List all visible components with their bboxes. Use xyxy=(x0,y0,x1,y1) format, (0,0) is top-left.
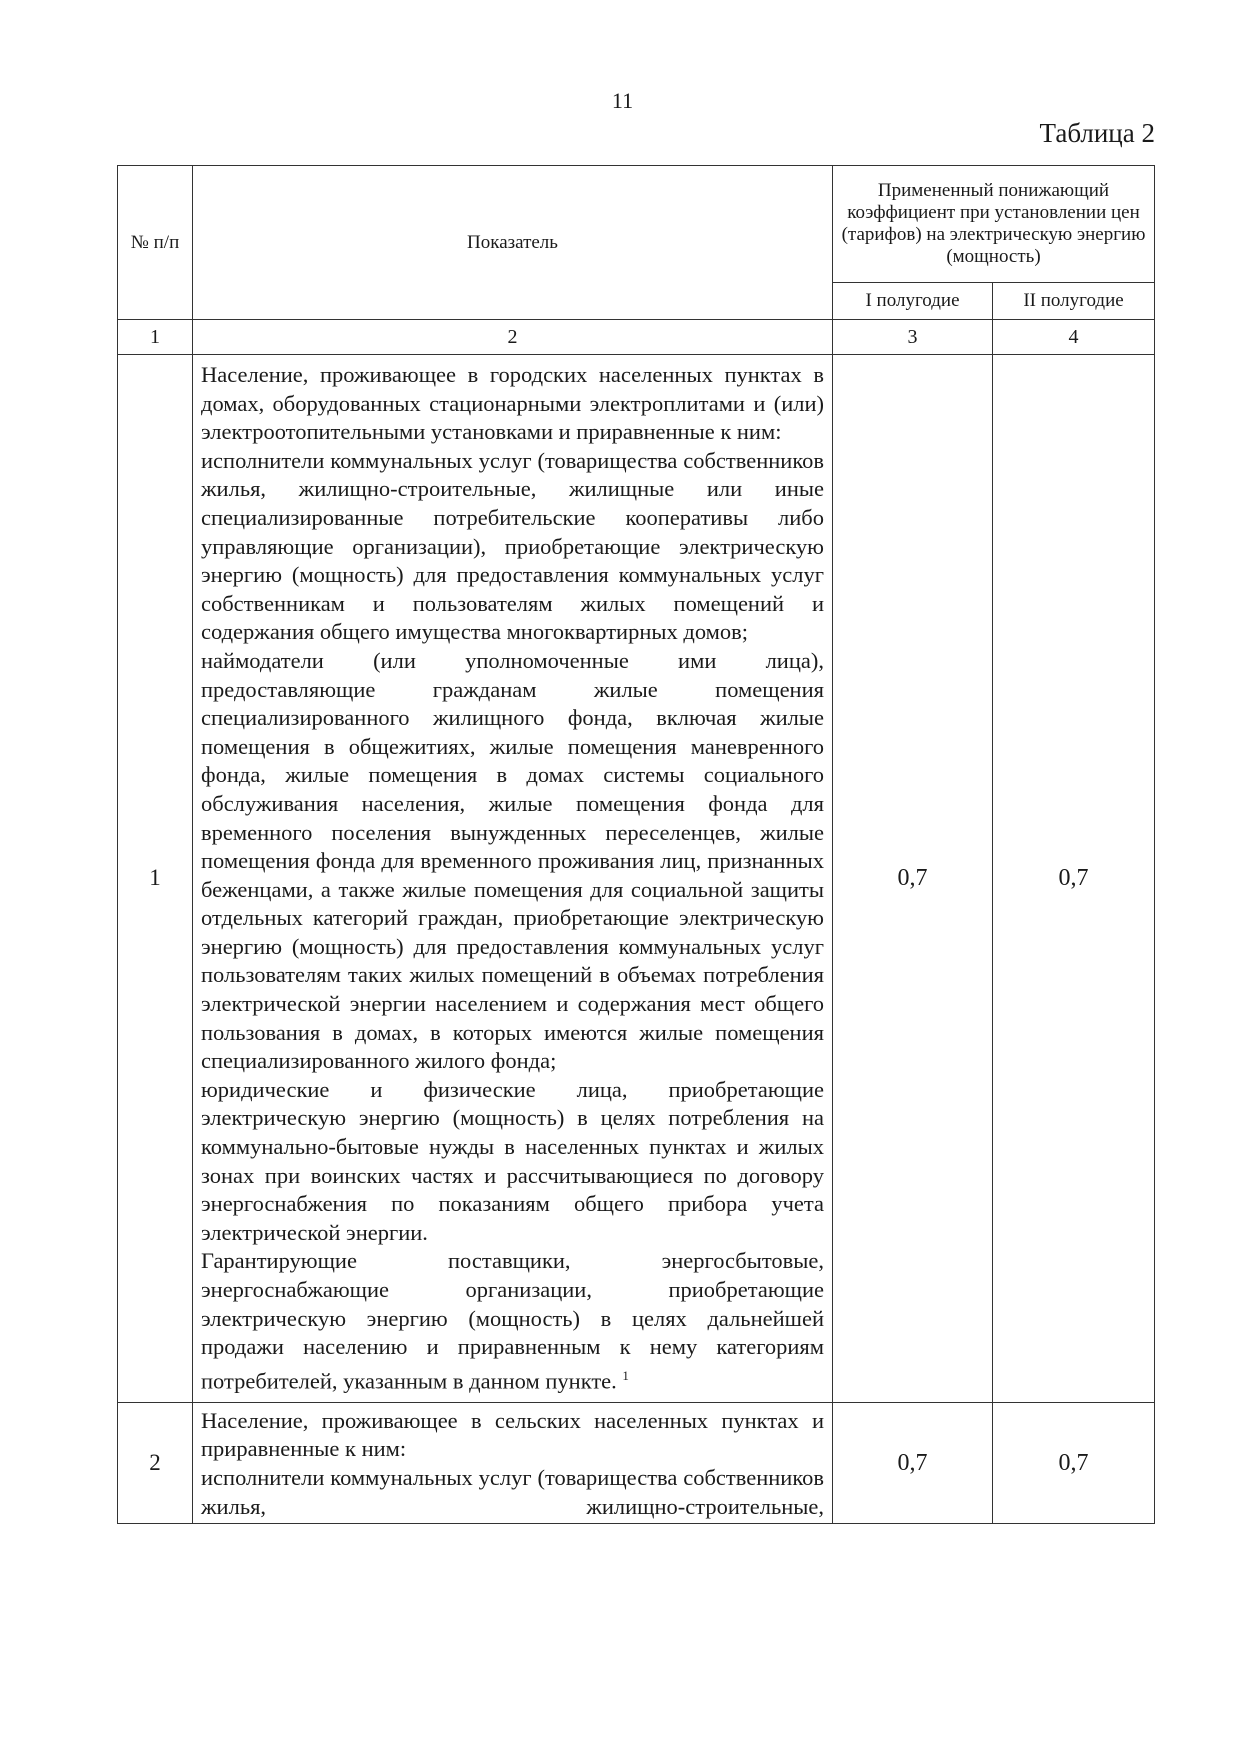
column-number: 2 xyxy=(193,320,833,355)
header-indicator: Показатель xyxy=(193,166,833,320)
header-half2: II полугодие xyxy=(993,283,1155,320)
indicator-paragraph: юридические и физические лица, приобретающие электрическую энергию (мощность) в целях потребления на коммунально-бытовые нужды в населенных пунктах и жилых зонах при воинских частях и рассчитывающиеся по договору энергоснабжения по показаниям общего прибора учета электрической энергии. xyxy=(201,1076,824,1245)
table-row xyxy=(118,1402,1155,1523)
column-number: 4 xyxy=(993,320,1155,355)
header-half1: I полугодие xyxy=(833,283,993,320)
indicator-paragraph: Население, проживающее в сельских населенных пунктах и приравненные к ним: xyxy=(201,1407,824,1462)
indicator-text xyxy=(193,355,833,1403)
half1-value: 0,7 xyxy=(833,355,993,1403)
half1-value: 0,7 xyxy=(833,1402,993,1523)
header-coefficient: Примененный понижающий коэффициент при установлении цен (тарифов) на электрическую энергию (мощность) xyxy=(833,166,1155,283)
indicator-paragraph: Население, проживающее в городских населенных пунктах в домах, оборудованных стационарными электроплитами и (или) электроотопительными установками и приравненные к ним: xyxy=(201,362,824,445)
page-number: 11 xyxy=(611,88,634,113)
header-num: № п/п xyxy=(118,166,193,320)
column-number: 3 xyxy=(833,320,993,355)
indicator-paragraph: Гарантирующие поставщики, энергосбытовые, энергоснабжающие организации, приобретающие электрическую энергию (мощность) в целях дальнейшей продажи населению и приравненным к нему категориям потребителей, указанным в данном пункте. xyxy=(201,1248,824,1394)
half2-value: 0,7 xyxy=(993,355,1155,1403)
indicator-paragraph: наймодатели (или уполномоченные ими лица), предоставляющие гражданам жилые помещения специализированного жилищного фонда, включая жилые помещения в общежитиях, жилые помещения маневренного фонда, жилые помещения в домах системы социального обслуживания населения, жилые помещения фонда для временного поселения вынужденных переселенцев, жилые помещения фонда для временного проживания лиц, признанных беженцами, а также жилые помещения для социальной защиты отдельных категорий граждан, приобретающие электрическую энергию (мощность) для предоставления коммунальных услуг пользователям таких жилых помещений в объемах потребления электрической энергии населением и содержания мест общего пользования в домах, в которых имеются жилые помещения специализированного жилого фонда; xyxy=(201,647,824,1074)
row-number: 2 xyxy=(118,1402,193,1523)
row-number: 1 xyxy=(118,355,193,1403)
coefficient-table xyxy=(117,165,1155,1524)
indicator-paragraph: исполнители коммунальных услуг (товарищества собственников жилья, жилищно-строительные, жилищные или иные специализированные потребительские кооперативы либо управляющие организации), приобретающие электрическую энергию (мощность) для предоставления коммунальных услуг собственникам и пользователям жилых помещений и содержания общего имущества многоквартирных домов; xyxy=(201,447,824,645)
half2-value: 0,7 xyxy=(993,1402,1155,1523)
table-row xyxy=(118,355,1155,1403)
table-caption: Таблица 2 xyxy=(1039,118,1155,148)
column-number-row xyxy=(118,320,1155,355)
indicator-paragraph: исполнители коммунальных услуг (товарищества собственников жилья, жилищно-строительные, xyxy=(201,1465,824,1519)
footnote-mark: 1 xyxy=(622,1367,629,1383)
column-number: 1 xyxy=(118,320,193,355)
indicator-paragraph-last xyxy=(201,1247,824,1395)
indicator-text xyxy=(193,1402,833,1523)
